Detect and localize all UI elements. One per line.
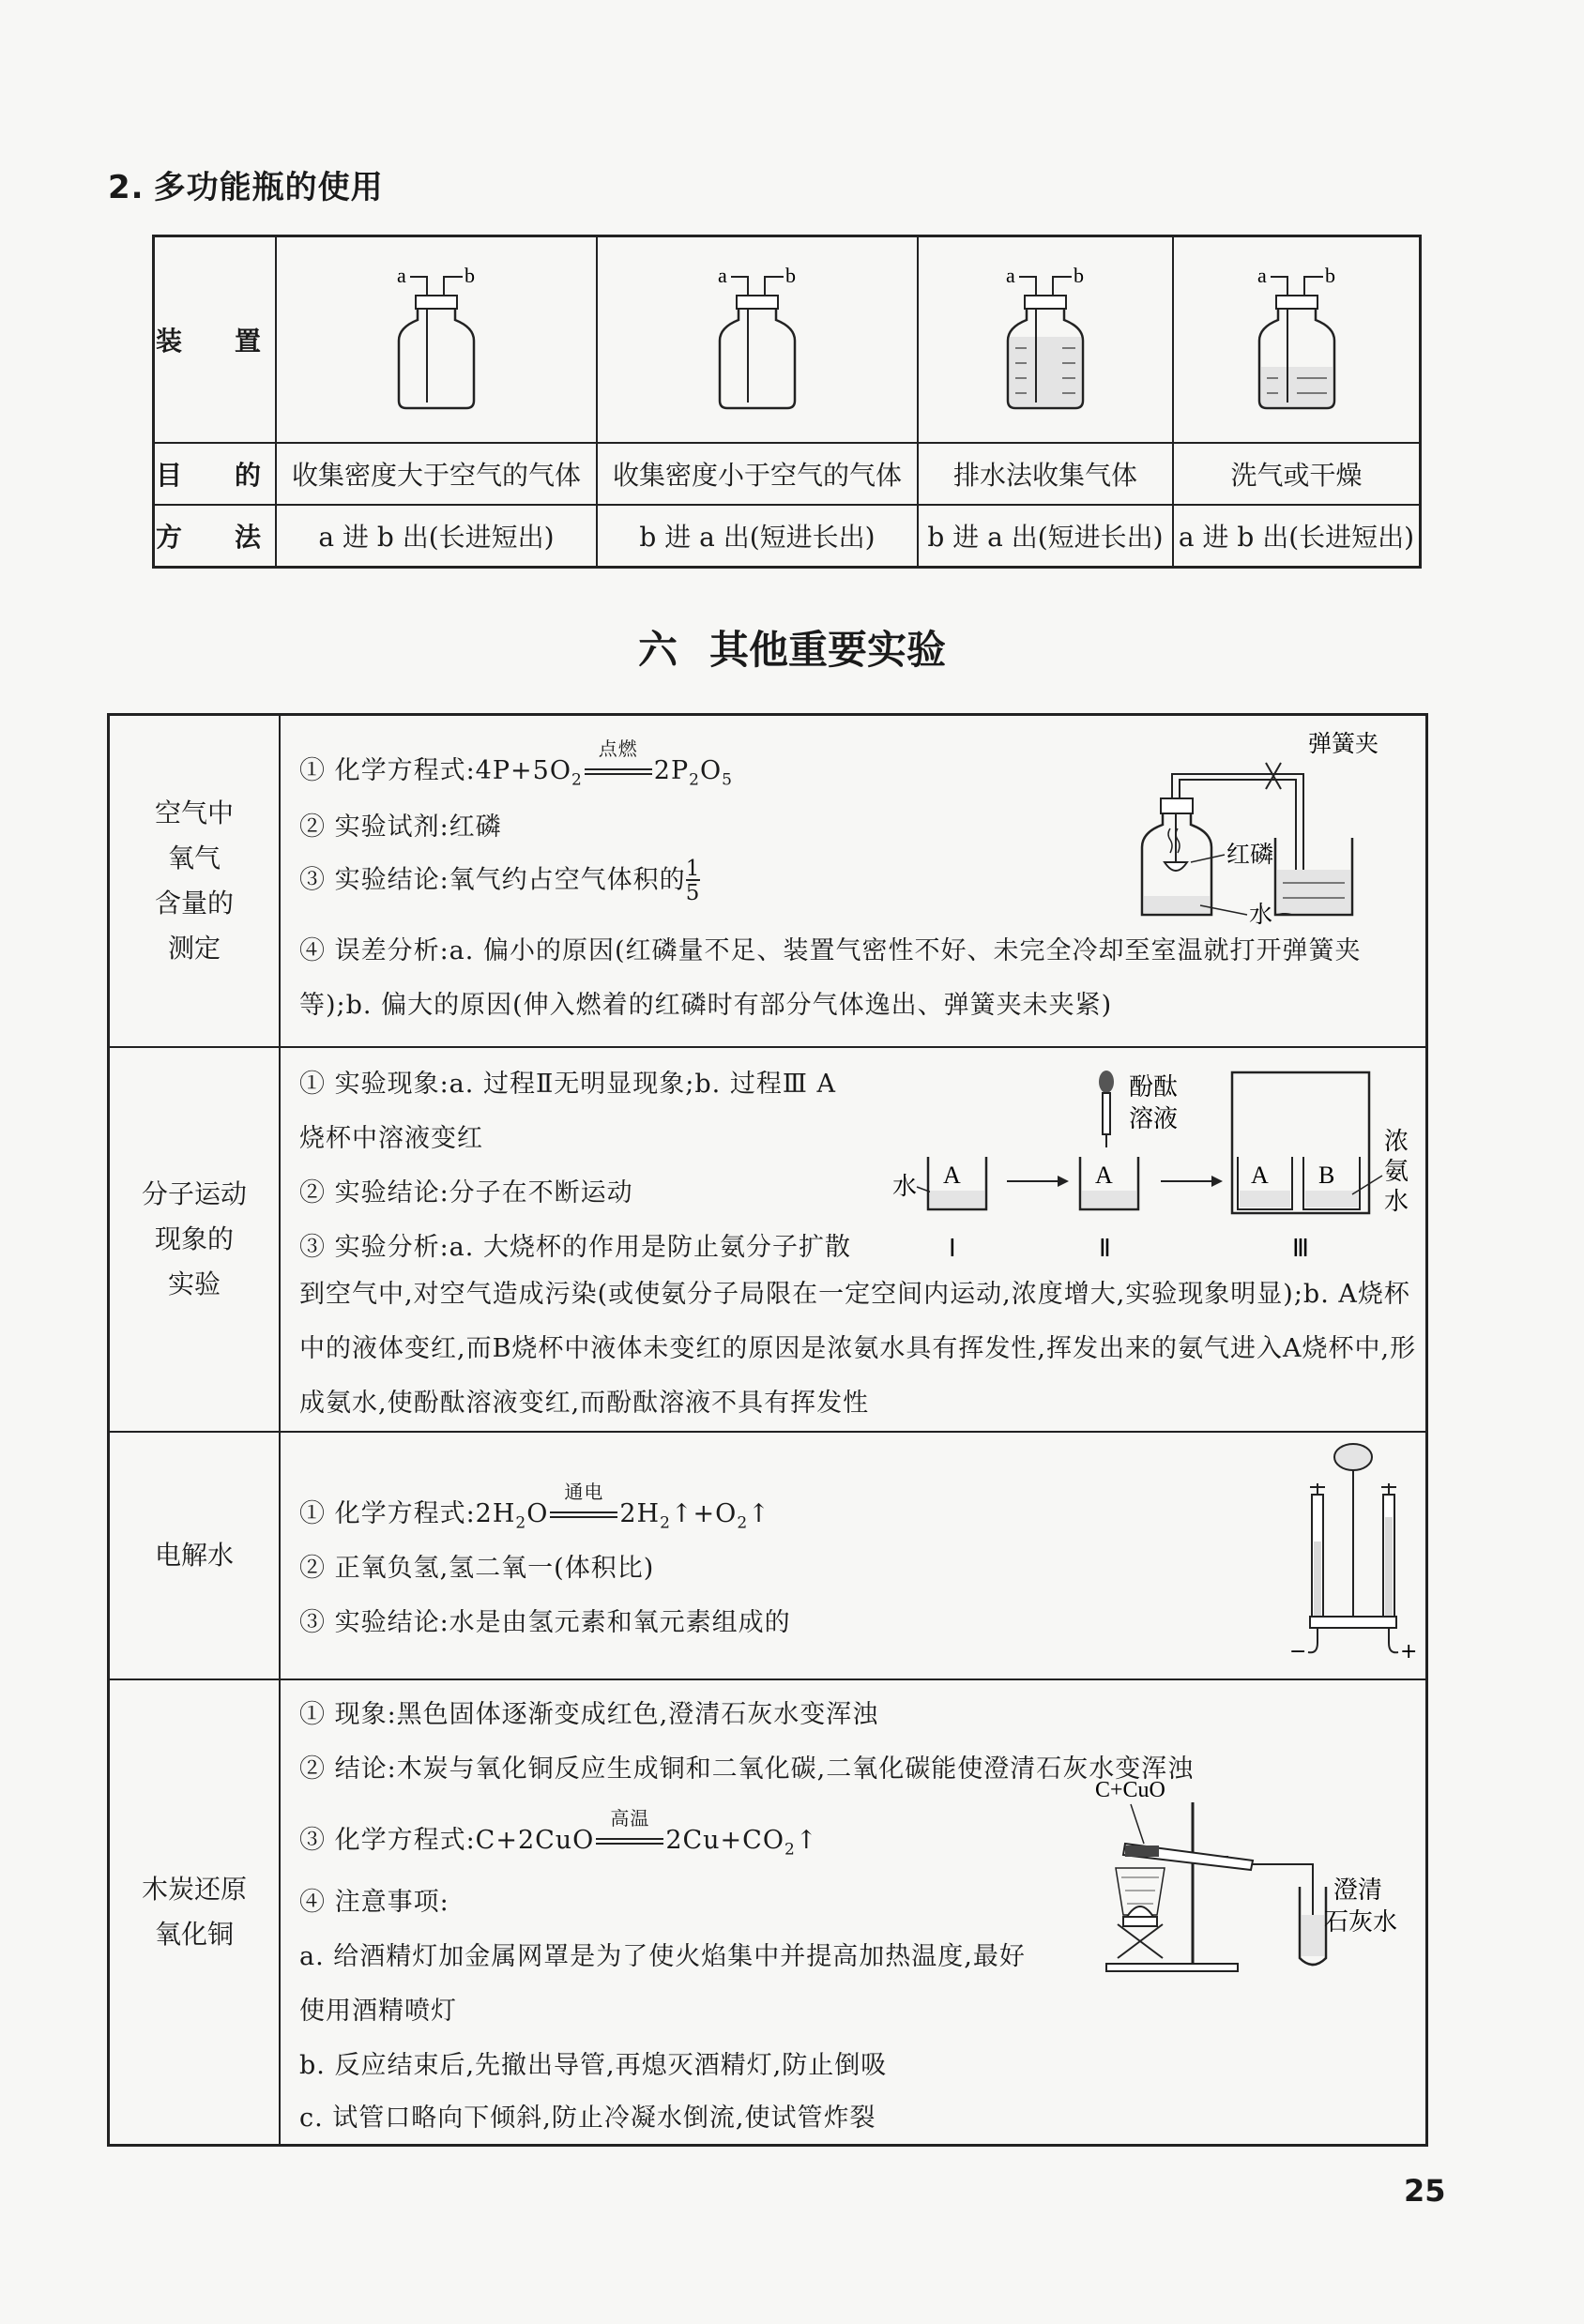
electrolysis-rule: ② 正氧负氢,氢二氧一(体积比) [299, 1554, 655, 1583]
electrolysis-apparatus-diagram [1289, 1438, 1418, 1673]
carbon-note-b: b. 反应结束后,先撤出导管,再熄灭酒精灯,防止倒吸 [299, 2051, 888, 2080]
method-2: b 进 a 出(短进长出) [597, 505, 918, 568]
beaker-a-label-1: A [943, 1162, 961, 1189]
bottle-empty-diagram [380, 262, 493, 412]
lime-water-label-2: 石灰水 [1324, 1908, 1398, 1937]
clip-label: 弹簧夹 [1308, 730, 1379, 757]
step-3-label: Ⅲ [1292, 1235, 1309, 1262]
method-3: b 进 a 出(短进长出) [918, 505, 1173, 568]
beaker-a-label-2: A [1095, 1162, 1113, 1189]
negative-label: − [1289, 1640, 1307, 1663]
molecule-analysis-2: 到空气中,对空气造成污染(或使氨分子局限在一定空间内运动,浓度增大,实验现象明显);b. A烧杯中的液体变红,而B烧杯中液体未变红的原因是浓氨水具有挥发性,挥发出来的氨气进入A烧杯中,形成氨水,使酚酞溶液变红,而酚酞溶液不具有挥发性 [299, 1280, 1417, 1418]
carbon-note-a-2: 使用酒精喷灯 [299, 1997, 457, 2026]
phenolphthalein-label-1: 酚酞 [1129, 1073, 1179, 1101]
lime-water-label-1: 澄清 [1333, 1876, 1383, 1905]
device-cell-4 [1173, 236, 1421, 444]
device-cell-3 [918, 236, 1173, 444]
purpose-4: 洗气或干燥 [1173, 443, 1421, 505]
electrolysis-equation: ① 化学方程式$:2H_2O$ 通电 $2H_2↑+O_2↑$ [299, 1493, 770, 1532]
bottle-wash-diagram [1241, 262, 1353, 412]
port-b-label: b [785, 263, 796, 287]
bottle-table [152, 235, 1422, 569]
port-a-label: a [718, 263, 727, 287]
port-a-label: a [397, 263, 406, 287]
beaker-a-label-3: A [1251, 1162, 1269, 1189]
method-4: a 进 b 出(长进短出) [1173, 505, 1421, 568]
molecule-analysis-1: ③ 实验分析:a. 大烧杯的作用是防止氨分子扩散 [299, 1233, 851, 1262]
condition-ignite: 点燃 [598, 737, 638, 760]
device-cell-2 [597, 236, 918, 444]
exp-content-molecule [280, 1047, 1427, 1432]
step-1-label: Ⅰ [949, 1235, 956, 1262]
port-a-label: a [1006, 263, 1015, 287]
step-2-label: Ⅱ [1099, 1235, 1111, 1262]
exp-label-electrolysis: 电解水 [109, 1432, 281, 1679]
method-1: a 进 b 出(长进短出) [276, 505, 597, 568]
molecule-phenomenon-2: 烧杯中溶液变红 [299, 1124, 483, 1153]
port-b-label: b [465, 263, 475, 287]
positive-label: + [1400, 1640, 1418, 1663]
condition-high-temp: 高温 [610, 1807, 650, 1830]
section-6-title: 六 其他重要实验 [637, 627, 947, 673]
section-2-title: 2. 多功能瓶的使用 [108, 169, 384, 206]
carbon-note-a-1: a. 给酒精灯加金属网罩是为了使火焰集中并提高加热温度,最好 [299, 1942, 1026, 1971]
ammonia-label-2: 氨 [1384, 1158, 1409, 1186]
carbon-phenomenon: ① 现象:黑色固体逐渐变成红色,澄清石灰水变浑浊 [299, 1700, 879, 1729]
purpose-1: 收集密度大于空气的气体 [276, 443, 597, 505]
ammonia-label-3: 水 [1384, 1188, 1409, 1216]
bottle-water-diagram [989, 262, 1102, 412]
molecule-conclusion: ② 实验结论:分子在不断运动 [299, 1178, 633, 1208]
phenolphthalein-label-2: 溶液 [1129, 1105, 1179, 1133]
electrolysis-conclusion: ③ 实验结论:水是由氢元素和氧元素组成的 [299, 1608, 791, 1637]
purpose-3: 排水法收集气体 [918, 443, 1173, 505]
oxygen-equation: ① 化学方程式$:4P+5O_2$ 点燃 $2P_2O_5$ [299, 750, 733, 789]
oxygen-conclusion: ③ 实验结论:氧气约占空气体积的$\frac{1}{5}$ [299, 857, 701, 905]
water-label: 水 [892, 1173, 918, 1201]
page-number: 25 [1404, 2173, 1446, 2209]
ammonia-label-1: 浓 [1384, 1128, 1409, 1156]
row-label-purpose: 目 的 [154, 443, 277, 505]
carbon-notes-title: ④ 注意事项: [299, 1888, 449, 1917]
oxygen-error-analysis: ④ 误差分析:a. 偏小的原因(红磷量不足、装置气密性不好、未完全冷却至室温就打开弹簧夹等);b. 偏大的原因(伸入燃着的红磷时有部分气体逸出、弹簧夹未夹紧) [299, 936, 1362, 1020]
carbon-equation: ③ 化学方程式:C+2CuO 高温 $2Cu+CO_2↑$ [299, 1819, 817, 1859]
port-b-label: b [1324, 263, 1335, 287]
carbon-note-c: c. 试管口略向下倾斜,防止冷凝水倒流,使试管炸裂 [299, 2104, 876, 2133]
carbon-apparatus-diagram [1088, 1774, 1416, 1981]
row-label-device: 装 置 [154, 236, 277, 444]
fraction-one-fifth: $\frac{1}{5}$ [685, 857, 701, 905]
oxygen-apparatus-diagram [1135, 722, 1416, 937]
device-cell-1 [276, 236, 597, 444]
row-label-method: 方 法 [154, 505, 277, 568]
beaker-b-label: B [1318, 1162, 1335, 1189]
experiments-table [107, 713, 1428, 2147]
exp-content-carbon [280, 1679, 1427, 2146]
bottle-empty-diagram-b [701, 262, 814, 412]
reactant-label: C+CuO [1095, 1778, 1165, 1802]
phosphorus-label: 红磷 [1226, 841, 1274, 868]
exp-label-carbon: 木炭还原 氧化铜 [109, 1679, 281, 2146]
exp-label-molecule: 分子运动 现象的 实验 [109, 1047, 281, 1432]
oxygen-reagent: ② 实验试剂:红磷 [299, 813, 502, 842]
carbon-conclusion: ② 结论:木炭与氧化铜反应生成铜和二氧化碳,二氧化碳能使澄清石灰水变浑浊 [299, 1754, 1195, 1784]
water-label: 水 [1249, 901, 1273, 928]
exp-content-electrolysis [280, 1432, 1427, 1679]
condition-electricity: 通电 [564, 1481, 604, 1503]
exp-content-oxygen [280, 715, 1427, 1048]
port-a-label: a [1257, 263, 1267, 287]
exp-label-oxygen: 空气中 氧气 含量的 测定 [109, 715, 281, 1048]
molecule-experiment-diagram [891, 1054, 1425, 1269]
port-b-label: b [1074, 263, 1084, 287]
purpose-2: 收集密度小于空气的气体 [597, 443, 918, 505]
molecule-phenomenon-1: ① 实验现象:a. 过程Ⅱ无明显现象;b. 过程Ⅲ A [299, 1070, 836, 1099]
